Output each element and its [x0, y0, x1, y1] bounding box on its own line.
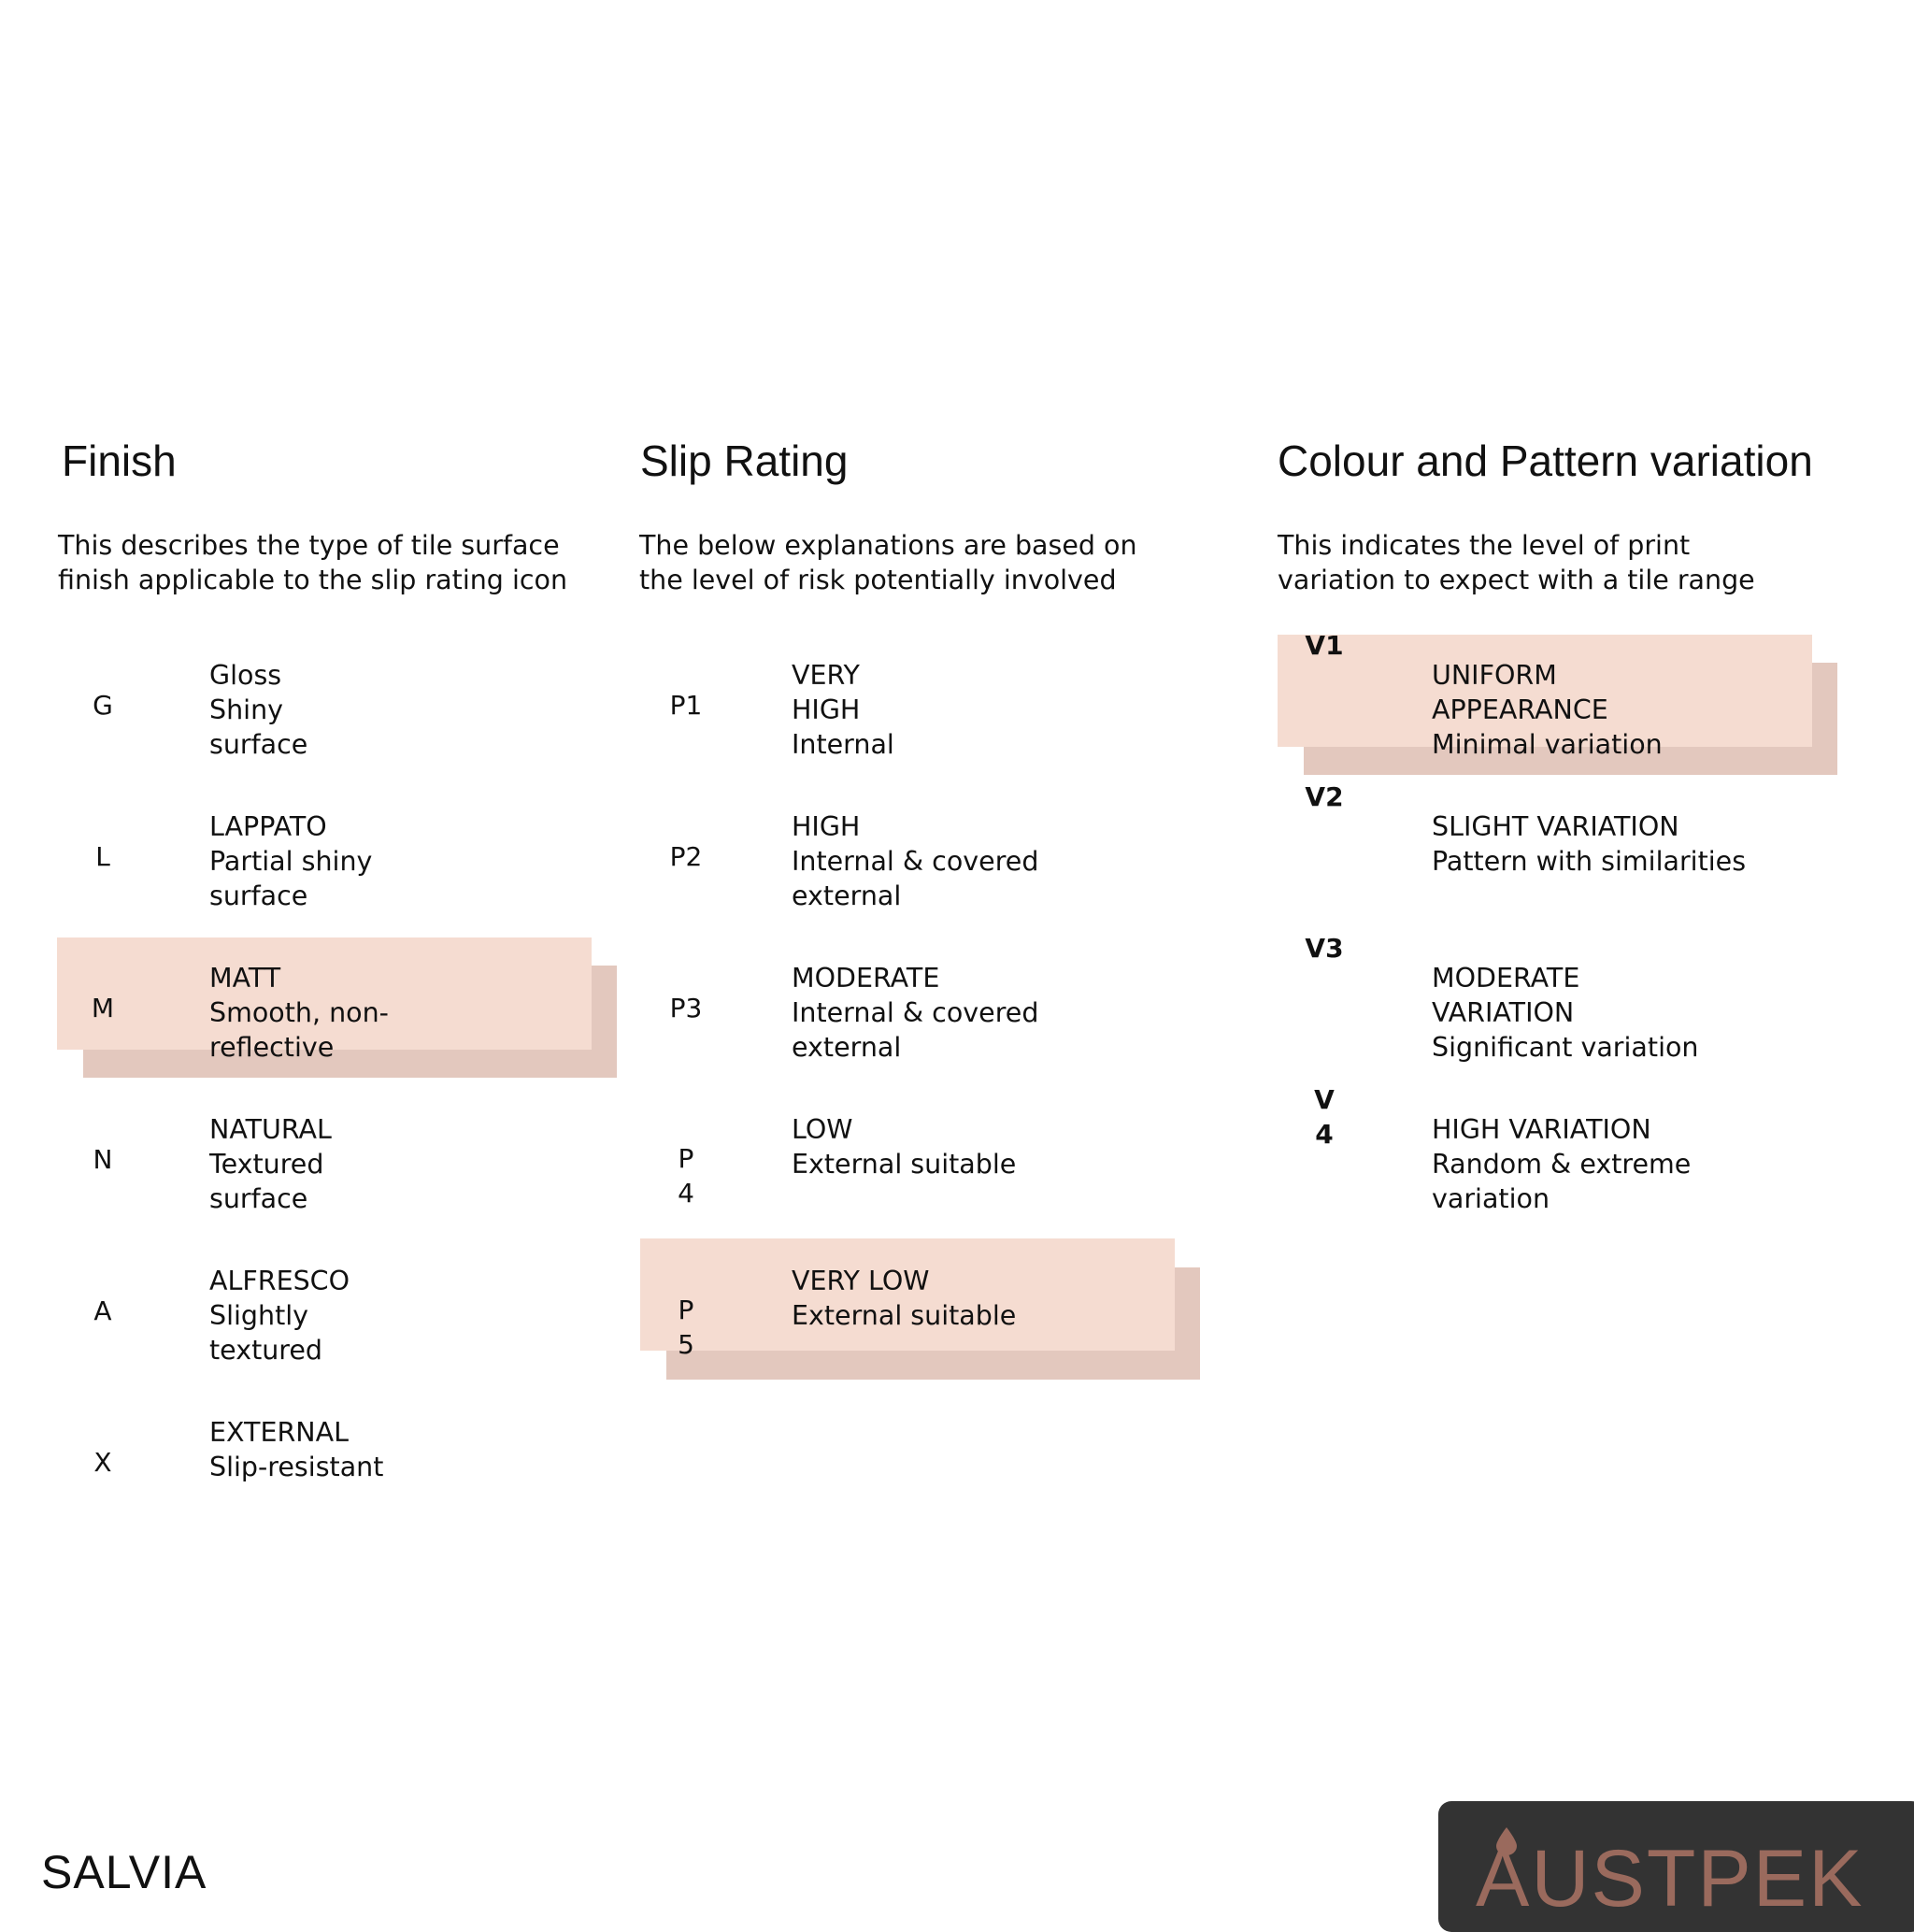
finish-text [209, 1415, 383, 1484]
finish-line: NATURAL [209, 1114, 332, 1145]
slip-line: HIGH [792, 694, 861, 725]
finish-line: Smooth, non- [209, 997, 389, 1028]
finish-text [209, 1264, 350, 1367]
variation-code: V2 [1305, 781, 1344, 812]
variation-line: Minimal variation [1432, 729, 1663, 760]
slip-row-p1 [636, 658, 1215, 780]
variation-line: HIGH VARIATION [1432, 1114, 1651, 1145]
slip-text [792, 1264, 1016, 1333]
finish-row-x [0, 1415, 636, 1537]
finish-row-m [0, 961, 636, 1082]
finish-line: Partial shiny [209, 846, 373, 877]
finish-text [209, 809, 372, 913]
slip-code: P 5 [678, 1295, 694, 1360]
variation-line: MODERATE [1432, 963, 1580, 994]
slip-line: HIGH [792, 811, 861, 842]
slip-line: Internal & covered [792, 997, 1039, 1028]
finish-line: ALFRESCO [209, 1266, 350, 1296]
finish-row-l [0, 809, 636, 931]
slip-line: LOW [792, 1114, 853, 1145]
variation-line: APPEARANCE [1432, 694, 1608, 725]
finish-text [209, 961, 389, 1065]
finish-row-g [0, 658, 636, 780]
slip-row-p4 [636, 1112, 1215, 1234]
slip-line: VERY LOW [792, 1266, 930, 1296]
slip-line: VERY [792, 660, 860, 691]
variation-text [1432, 658, 1663, 762]
variation-text [1432, 961, 1699, 1065]
slip-line: MODERATE [792, 963, 940, 994]
variation-line: Significant variation [1432, 1032, 1699, 1063]
slip-text [792, 658, 894, 762]
finish-line: surface [209, 1183, 308, 1214]
variation-text [1432, 1112, 1691, 1216]
slip-row-p2 [636, 809, 1215, 931]
finish-line: Shiny [209, 694, 284, 725]
variation-line: VARIATION [1432, 997, 1575, 1028]
finish-code: G [93, 690, 113, 721]
slip-line: External suitable [792, 1300, 1017, 1331]
variation-line: UNIFORM [1432, 660, 1557, 691]
variation-row-v3 [1271, 933, 1888, 1082]
finish-line: surface [209, 729, 308, 760]
variation-line: Random & extreme [1432, 1149, 1692, 1180]
slip-code: P1 [669, 690, 703, 721]
slip-text [792, 1112, 1016, 1181]
variation-line: SLIGHT VARIATION [1432, 811, 1679, 842]
finish-line: LAPPATO [209, 811, 327, 842]
finish-text [209, 1112, 332, 1216]
slip-code: P3 [669, 993, 703, 1023]
slip-row-p5 [636, 1264, 1215, 1385]
finish-title: Finish [62, 436, 177, 485]
finish-text [209, 658, 307, 762]
slip-description: The below explanations are based on the level of risk potentially involved [639, 530, 1137, 595]
variation-code: V1 [1305, 630, 1344, 661]
finish-line: reflective [209, 1032, 335, 1063]
slip-line: external [792, 1032, 902, 1063]
finish-line: textured [209, 1335, 323, 1366]
variation-row-v1 [1271, 630, 1888, 780]
finish-description: This describes the type of tile surface finish applicable to the slip rating icon [58, 530, 568, 595]
finish-row-n [0, 1112, 636, 1234]
slip-text [792, 809, 1038, 913]
variation-line: variation [1432, 1183, 1550, 1214]
finish-line: EXTERNAL [209, 1417, 349, 1448]
variation-text [1432, 809, 1746, 879]
variation-line: Pattern with similarities [1432, 846, 1747, 877]
logo-wordmark: AUSTPEK [1476, 1834, 1864, 1924]
slip-code: P2 [669, 841, 703, 872]
slip-line: Internal & covered [792, 846, 1039, 877]
slip-line: External suitable [792, 1149, 1017, 1180]
variation-title: Colour and Pattern variation [1278, 436, 1813, 485]
variation-code: V3 [1305, 933, 1344, 964]
slip-line: external [792, 880, 902, 911]
slip-code: P 4 [678, 1143, 694, 1209]
finish-row-a [0, 1264, 636, 1385]
finish-line: Gloss [209, 660, 282, 691]
variation-row-v4 [1271, 1084, 1888, 1234]
slip-title: Slip Rating [640, 436, 849, 485]
finish-code: L [95, 841, 110, 872]
finish-code: N [93, 1144, 113, 1175]
finish-line: Textured [209, 1149, 324, 1180]
variation-code: V 4 [1314, 1084, 1335, 1150]
finish-code: M [91, 993, 115, 1023]
slip-line: Internal [792, 729, 894, 760]
finish-line: MATT [209, 963, 281, 994]
slip-text [792, 961, 1038, 1065]
finish-line: Slightly [209, 1300, 309, 1331]
range-name: SALVIA [41, 1846, 207, 1898]
finish-line: Slip-resistant [209, 1452, 384, 1482]
finish-line: surface [209, 880, 308, 911]
slip-row-p3 [636, 961, 1215, 1082]
finish-code: X [93, 1447, 112, 1478]
variation-row-v2 [1271, 781, 1888, 931]
variation-description: This indicates the level of print variation to expect with a tile range [1278, 530, 1755, 595]
brand-logo [1438, 1801, 1914, 1932]
finish-code: A [93, 1295, 112, 1326]
